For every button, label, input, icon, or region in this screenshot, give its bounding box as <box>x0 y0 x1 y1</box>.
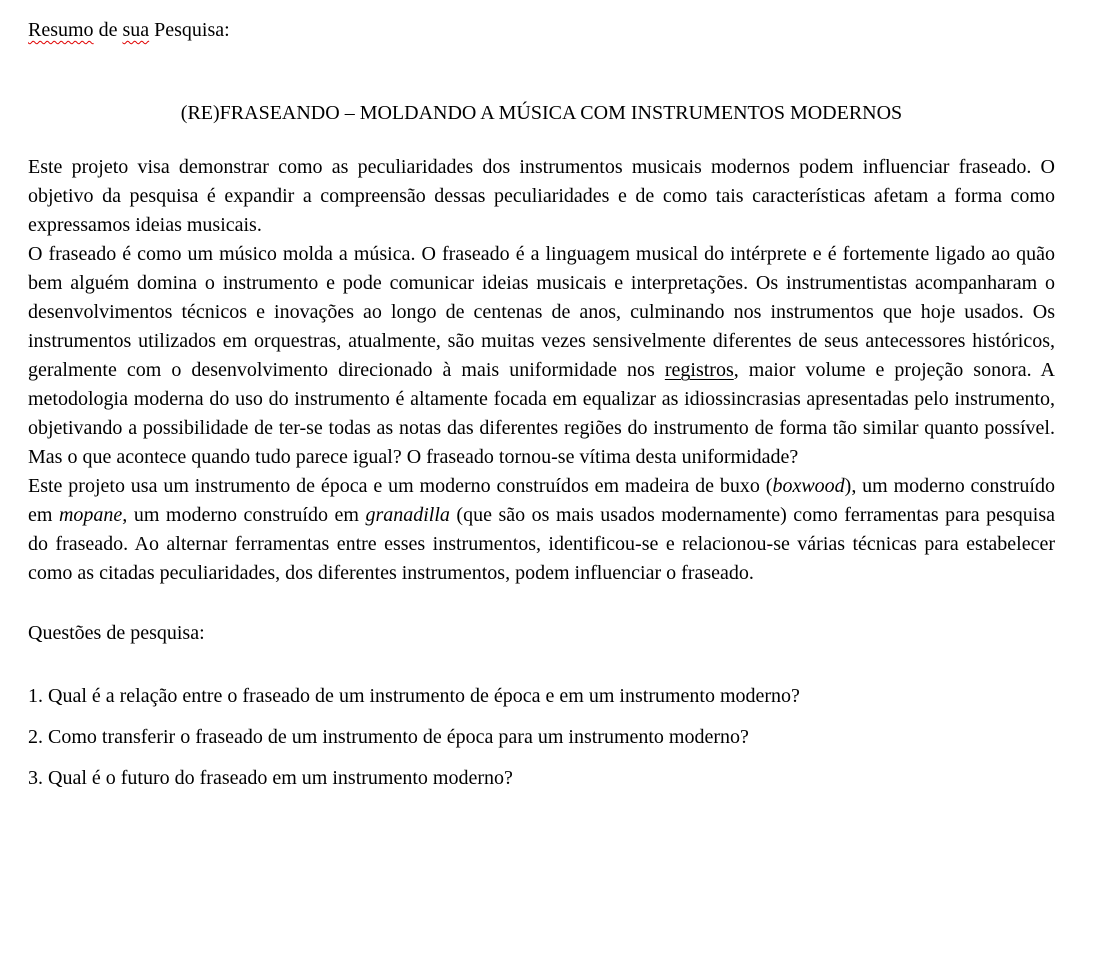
italic-term-mopane: mopane, <box>58 504 128 526</box>
document-title: (RE)FRASEANDO – MOLDANDO A MÚSICA COM INSTRUMENTOS MODERNOS <box>180 102 903 124</box>
paragraph-project-goal <box>28 153 1055 240</box>
question-number: 3. <box>28 767 43 789</box>
question-text: Como transferir o fraseado de um instrumento de época para um instrumento moderno? <box>48 726 749 748</box>
research-question-1 <box>28 682 1055 711</box>
misspelled-word-sua: sua <box>122 19 150 41</box>
label-text: de <box>93 19 123 41</box>
paragraph-text: Este projeto visa demonstrar como as peculiaridades dos instrumentos musicais modernos podem influenciar fraseado. O objetivo da pesquisa é expandir a compreensão dessas peculiaridades e de como tais características afetam a forma como expressamos ideias musicais. <box>28 156 1055 236</box>
paragraph-text: Este projeto usa um instrumento de época e um moderno construídos em madeira de buxo ( <box>28 475 773 497</box>
paragraph-instruments <box>28 472 1055 588</box>
question-number: 2. <box>28 726 43 748</box>
label-text: Pesquisa: <box>149 19 230 41</box>
question-text: Qual é a relação entre o fraseado de um instrumento de época e em um instrumento moderno? <box>48 685 800 707</box>
paragraph-text: ), um moderno construído em <box>28 475 1055 526</box>
paragraph-text: um moderno construído em <box>127 504 366 526</box>
paragraph-phrasing <box>28 240 1055 472</box>
research-question-3 <box>28 764 1055 793</box>
underlined-term-registros: registros <box>664 359 734 381</box>
italic-term-boxwood: boxwood <box>772 475 845 497</box>
question-text: Qual é o futuro do fraseado em um instrumento moderno? <box>48 767 513 789</box>
misspelled-word-resumo: Resumo <box>28 19 94 41</box>
paragraph-text: (que são os mais usados modernamente) como ferramentas para pesquisa do fraseado. Ao alternar ferramentas entre esses instrumentos, identificou-se e relacionou-se várias técnicas para estabelecer como as citadas peculiaridades, dos diferentes instrumentos, podem influenciar o fraseado. <box>28 504 1055 584</box>
research-question-2 <box>28 723 1055 752</box>
italic-term-granadilla: granadilla <box>365 504 450 526</box>
paragraph-text: O fraseado é como um músico molda a música. O fraseado é a linguagem musical do intérprete e é fortemente ligado ao quão bem alguém domina o instrumento e pode comunicar ideias musicais e interpretações. Os instrumentistas acompanharam o desenvolvimentos técnicos e inovações ao longo de centenas de anos, culminando nos instrumentos que hoje usados. Os instrumentos utilizados em orquestras, atualmente, são muitas vezes sensivelmente diferentes de seus antecessores históricos, geralmente com o desenvolvimento direcionado à mais uniformidade nos <box>28 243 1055 381</box>
paragraph-text: , maior volume e projeção sonora. A metodologia moderna do uso do instrumento é altamente focada em equalizar as idiossincrasias apresentadas pelo instrumento, objetivando a possibilidade de ter-se todas as notas das diferentes regiões do instrumento de forma tão similar quanto possível. Mas o que acontece quando tudo parece igual? O fraseado tornou-se vítima desta uniformidade? <box>28 359 1055 468</box>
questions-heading: Questões de pesquisa: <box>28 622 205 644</box>
summary-label <box>28 16 1055 45</box>
question-number: 1. <box>28 685 43 707</box>
